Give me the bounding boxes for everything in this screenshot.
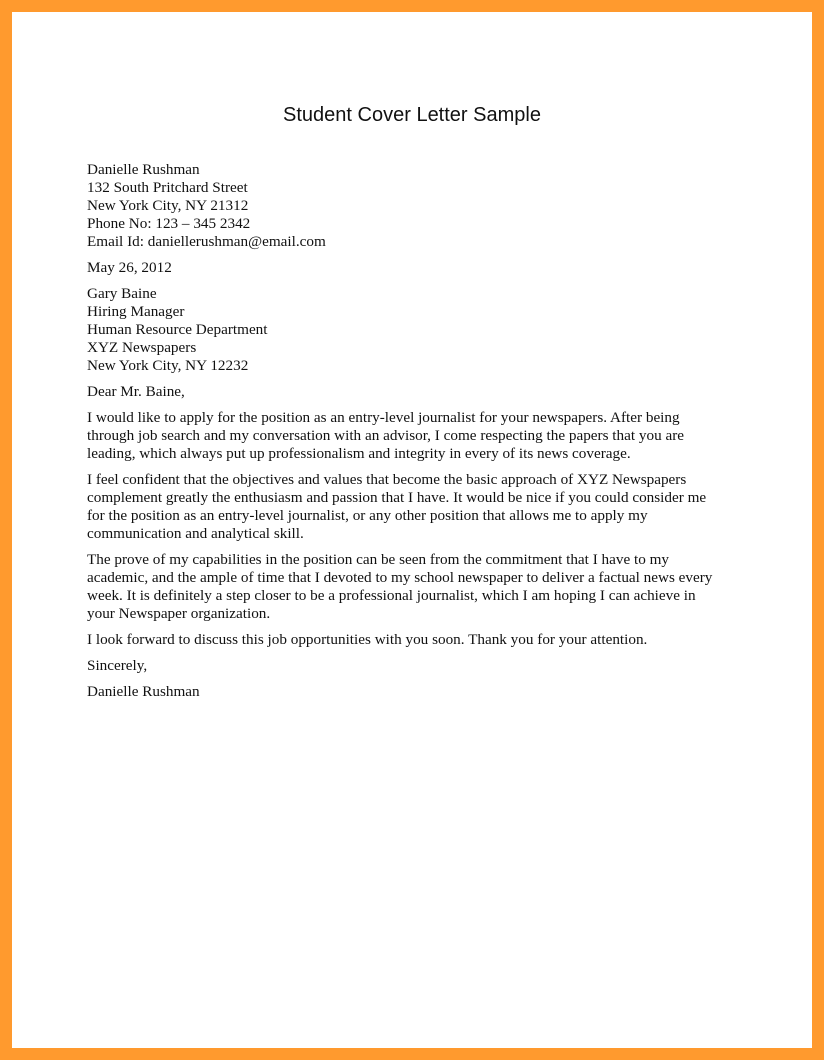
sender-street: 132 South Pritchard Street — [87, 179, 248, 196]
sender-name: Danielle Rushman — [87, 161, 200, 178]
paragraph-line: academic, and the ample of time that I devoted to my school newspaper to deliver a factual news every — [87, 569, 713, 586]
recipient-department: Human Resource Department — [87, 321, 268, 338]
paragraph-line: I would like to apply for the position as an entry-level journalist for your newspapers. After being — [87, 409, 680, 426]
closing: Sincerely, — [87, 657, 148, 674]
paragraph-line: complement greatly the enthusiasm and passion that I have. It would be nice if you could consider me — [87, 489, 707, 506]
paragraph-1 — [87, 409, 747, 463]
document-title: Student Cover Letter Sample — [283, 104, 541, 126]
paragraph-line: your Newspaper organization. — [87, 605, 271, 622]
recipient-name: Gary Baine — [87, 285, 157, 302]
paragraph-line: communication and analytical skill. — [87, 525, 304, 542]
paragraph-line: I look forward to discuss this job opportunities with you soon. Thank you for your attention. — [87, 631, 648, 648]
letter-date: May 26, 2012 — [87, 259, 172, 276]
sender-city: New York City, NY 21312 — [87, 197, 249, 214]
paragraph-line: week. It is definitely a step closer to be a professional journalist, which I am hoping I can achieve in — [87, 587, 696, 604]
date-block — [87, 259, 747, 277]
paragraph-line: leading, which always put up professionalism and integrity in every of its news coverage. — [87, 445, 631, 462]
paragraph-line: I feel confident that the objectives and values that become the basic approach of XYZ Newspapers — [87, 471, 687, 488]
recipient-city: New York City, NY 12232 — [87, 357, 249, 374]
paragraph-4 — [87, 631, 747, 649]
signature-name: Danielle Rushman — [87, 683, 200, 700]
paragraph-line: for the position as an entry-level journalist, or any other position that allows me to apply my — [87, 507, 648, 524]
paragraph-line: through job search and my conversation with an advisor, I come respecting the papers that you are — [87, 427, 684, 444]
salutation-block — [87, 383, 747, 401]
signature-block — [87, 683, 747, 701]
paragraph-2 — [87, 471, 747, 543]
paragraph-3 — [87, 551, 747, 623]
recipient-address-block — [87, 285, 747, 375]
paragraph-line: The prove of my capabilities in the position can be seen from the commitment that I have to my — [87, 551, 670, 568]
salutation: Dear Mr. Baine, — [87, 383, 185, 400]
sender-phone: Phone No: 123 – 345 2342 — [87, 215, 251, 232]
sender-email: Email Id: daniellerushman@email.com — [87, 233, 326, 250]
recipient-title: Hiring Manager — [87, 303, 185, 320]
sender-address-block — [87, 161, 747, 251]
recipient-company: XYZ Newspapers — [87, 339, 197, 356]
letter-body — [87, 161, 747, 701]
closing-block — [87, 657, 747, 675]
